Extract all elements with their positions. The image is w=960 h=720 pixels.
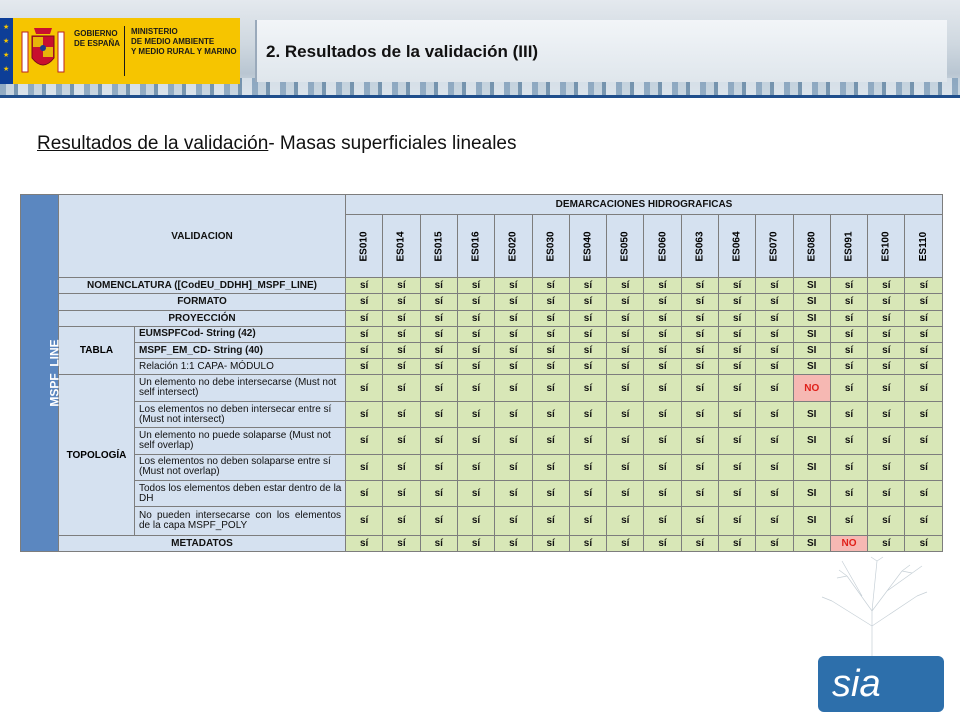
result-cell: sí xyxy=(420,535,457,551)
column-code: ES030 xyxy=(545,231,557,262)
result-cell: sí xyxy=(905,507,943,535)
result-cell: sí xyxy=(830,359,867,375)
result-cell: sí xyxy=(383,454,420,480)
result-cell: sí xyxy=(569,343,606,359)
star-icon: ★ xyxy=(3,24,10,31)
result-cell: SI xyxy=(793,343,830,359)
result-cell: sí xyxy=(905,401,943,427)
result-cell: sí xyxy=(756,454,793,480)
result-cell: SI xyxy=(793,535,830,551)
result-cell: sí xyxy=(569,310,606,326)
result-cell: SI xyxy=(793,359,830,375)
result-cell: sí xyxy=(457,343,494,359)
result-cell: sí xyxy=(420,375,457,401)
result-cell: sí xyxy=(607,343,644,359)
column-header xyxy=(532,215,569,278)
column-code: ES110 xyxy=(918,231,930,261)
row-label: PROYECCIÓN xyxy=(59,310,346,326)
star-icon: ★ xyxy=(3,38,10,45)
result-cell: sí xyxy=(495,294,532,310)
result-cell: sí xyxy=(868,343,905,359)
result-cell: sí xyxy=(718,278,755,294)
result-cell: sí xyxy=(346,310,383,326)
result-cell: sí xyxy=(420,507,457,535)
result-cell: sí xyxy=(718,343,755,359)
column-code: ES100 xyxy=(880,231,892,262)
row-label: Un elemento no puede solaparse (Must not self overlap) xyxy=(135,428,346,454)
result-cell: sí xyxy=(346,359,383,375)
result-cell: sí xyxy=(457,359,494,375)
column-header xyxy=(681,215,718,278)
result-cell: sí xyxy=(830,428,867,454)
result-cell: sí xyxy=(495,507,532,535)
result-cell: sí xyxy=(718,507,755,535)
result-cell: sí xyxy=(383,428,420,454)
result-cell: sí xyxy=(607,535,644,551)
result-cell: sí xyxy=(346,454,383,480)
result-cell: sí xyxy=(457,326,494,342)
result-cell: sí xyxy=(346,343,383,359)
result-cell: sí xyxy=(718,375,755,401)
result-cell: sí xyxy=(756,375,793,401)
result-cell: sí xyxy=(569,401,606,427)
result-cell: sí xyxy=(718,535,755,551)
result-cell: sí xyxy=(868,454,905,480)
result-cell: sí xyxy=(457,375,494,401)
result-cell: sí xyxy=(681,343,718,359)
result-cell: sí xyxy=(905,278,943,294)
result-cell: sí xyxy=(569,454,606,480)
result-cell: sí xyxy=(681,375,718,401)
result-cell: sí xyxy=(718,480,755,506)
result-cell: sí xyxy=(532,480,569,506)
result-cell: sí xyxy=(457,294,494,310)
result-cell: sí xyxy=(346,428,383,454)
result-cell: sí xyxy=(830,326,867,342)
result-cell: sí xyxy=(607,359,644,375)
government-logo xyxy=(0,18,240,84)
column-header xyxy=(346,215,383,278)
column-code: ES050 xyxy=(619,231,631,262)
result-cell: sí xyxy=(495,326,532,342)
result-cell: sí xyxy=(756,326,793,342)
result-cell: sí xyxy=(569,278,606,294)
row-label: No pueden intersecarse con los elementos de la capa MSPF_POLY xyxy=(135,507,346,535)
result-cell: sí xyxy=(420,428,457,454)
column-code: ES015 xyxy=(433,231,445,262)
result-cell: sí xyxy=(569,535,606,551)
result-cell: sí xyxy=(383,343,420,359)
result-cell: sí xyxy=(607,454,644,480)
result-cell: sí xyxy=(495,535,532,551)
result-cell: sí xyxy=(532,401,569,427)
result-cell: sí xyxy=(905,454,943,480)
result-cell: sí xyxy=(830,294,867,310)
result-cell: sí xyxy=(495,480,532,506)
result-cell: sí xyxy=(830,278,867,294)
sia-logo xyxy=(818,656,944,712)
result-cell: sí xyxy=(756,343,793,359)
result-cell: sí xyxy=(681,507,718,535)
result-cell: sí xyxy=(868,310,905,326)
result-cell: sí xyxy=(868,278,905,294)
page-title: 2. Resultados de la validación (III) xyxy=(266,42,539,61)
ministry-line-1: MINISTERIO xyxy=(131,27,178,36)
spanish-coat-of-arms-icon xyxy=(20,24,66,78)
result-cell: sí xyxy=(532,375,569,401)
result-cell: sí xyxy=(346,278,383,294)
result-cell: sí xyxy=(644,480,681,506)
result-cell: sí xyxy=(681,454,718,480)
result-cell: SI xyxy=(793,428,830,454)
result-cell: sí xyxy=(644,343,681,359)
result-cell: sí xyxy=(532,507,569,535)
result-cell: sí xyxy=(495,278,532,294)
result-cell: sí xyxy=(905,359,943,375)
result-cell: sí xyxy=(569,507,606,535)
column-code: ES070 xyxy=(768,231,780,262)
result-cell: sí xyxy=(830,401,867,427)
ministry-line-2: DE MEDIO AMBIENTE xyxy=(131,37,215,46)
result-cell: sí xyxy=(681,428,718,454)
result-cell: sí xyxy=(457,428,494,454)
result-cell: SI xyxy=(793,326,830,342)
header-banner xyxy=(0,0,960,98)
result-cell: sí xyxy=(644,507,681,535)
result-cell: sí xyxy=(420,480,457,506)
row-label: Un elemento no debe intersecarse (Must not self intersect) xyxy=(135,375,346,401)
result-cell: sí xyxy=(830,375,867,401)
result-cell: sí xyxy=(607,507,644,535)
result-cell: SI xyxy=(793,507,830,535)
side-label-text: MSPF_LINE xyxy=(47,339,62,407)
result-cell: sí xyxy=(420,310,457,326)
result-cell: sí xyxy=(718,294,755,310)
column-code: ES020 xyxy=(507,231,519,262)
result-cell: sí xyxy=(756,480,793,506)
demarcations-header: DEMARCACIONES HIDROGRAFICAS xyxy=(346,195,943,215)
column-code: ES010 xyxy=(358,231,370,262)
result-cell: sí xyxy=(532,428,569,454)
result-cell: sí xyxy=(830,480,867,506)
result-cell: sí xyxy=(420,278,457,294)
result-cell: sí xyxy=(681,294,718,310)
column-header xyxy=(495,215,532,278)
row-label: EUMSPFCod- String (42) xyxy=(135,326,346,342)
result-cell: sí xyxy=(718,359,755,375)
column-header xyxy=(457,215,494,278)
result-cell: sí xyxy=(383,359,420,375)
result-cell: sí xyxy=(495,428,532,454)
result-cell: SI xyxy=(793,480,830,506)
validation-header: VALIDACION xyxy=(59,195,346,278)
result-cell: sí xyxy=(756,507,793,535)
result-cell: sí xyxy=(830,507,867,535)
column-header xyxy=(830,215,867,278)
result-cell: sí xyxy=(420,326,457,342)
column-code: ES091 xyxy=(843,231,855,262)
result-cell: sí xyxy=(718,454,755,480)
result-cell: sí xyxy=(346,294,383,310)
column-code: ES080 xyxy=(806,231,818,262)
column-code: ES016 xyxy=(470,231,482,262)
result-cell: sí xyxy=(830,454,867,480)
result-cell: sí xyxy=(383,278,420,294)
result-cell: sí xyxy=(383,310,420,326)
result-cell: sí xyxy=(383,401,420,427)
result-cell: sí xyxy=(457,480,494,506)
row-label: Todos los elementos deben estar dentro de la DH xyxy=(135,480,346,506)
result-cell: sí xyxy=(383,326,420,342)
dandelion-tree-icon xyxy=(752,556,942,656)
result-cell: sí xyxy=(681,278,718,294)
result-cell: sí xyxy=(756,401,793,427)
title-box xyxy=(255,20,947,82)
subtitle-main: Resultados de la validación xyxy=(37,133,269,154)
column-code: ES063 xyxy=(694,231,706,262)
result-cell: sí xyxy=(607,310,644,326)
result-cell: sí xyxy=(457,401,494,427)
result-cell: sí xyxy=(644,535,681,551)
result-cell: sí xyxy=(868,326,905,342)
result-cell: sí xyxy=(756,278,793,294)
column-code: ES064 xyxy=(731,231,743,262)
result-cell: sí xyxy=(607,480,644,506)
result-cell: sí xyxy=(383,294,420,310)
header-divider xyxy=(0,95,960,98)
result-cell: sí xyxy=(681,310,718,326)
result-cell: sí xyxy=(905,480,943,506)
result-cell: sí xyxy=(420,454,457,480)
result-cell: sí xyxy=(607,375,644,401)
result-cell: sí xyxy=(718,401,755,427)
result-cell: sí xyxy=(905,326,943,342)
result-cell: sí xyxy=(644,326,681,342)
gov-name xyxy=(74,29,120,49)
result-cell: sí xyxy=(868,507,905,535)
result-cell: sí xyxy=(644,454,681,480)
result-cell: sí xyxy=(495,310,532,326)
logo-divider xyxy=(124,26,125,76)
subtitle-rest: Masas superficiales lineales xyxy=(279,133,517,154)
result-cell: sí xyxy=(457,454,494,480)
result-cell: sí xyxy=(718,428,755,454)
result-cell: sí xyxy=(569,326,606,342)
column-header xyxy=(905,215,943,278)
column-header xyxy=(868,215,905,278)
result-cell: sí xyxy=(905,294,943,310)
column-header xyxy=(644,215,681,278)
column-header xyxy=(420,215,457,278)
group-label-tabla: TABLA xyxy=(59,326,135,375)
result-cell: sí xyxy=(420,343,457,359)
result-cell: sí xyxy=(420,359,457,375)
result-cell: sí xyxy=(607,294,644,310)
result-cell: sí xyxy=(905,375,943,401)
row-label: Los elementos no deben intersecar entre sí (Must not intersect) xyxy=(135,401,346,427)
result-cell: sí xyxy=(532,454,569,480)
result-cell: sí xyxy=(495,359,532,375)
result-cell: sí xyxy=(868,428,905,454)
result-cell: sí xyxy=(346,535,383,551)
result-cell: sí xyxy=(607,278,644,294)
result-cell: sí xyxy=(868,375,905,401)
result-cell: sí xyxy=(383,480,420,506)
result-cell: sí xyxy=(569,294,606,310)
result-cell: sí xyxy=(681,401,718,427)
result-cell: sí xyxy=(644,375,681,401)
result-cell: sí xyxy=(569,359,606,375)
result-cell: SI xyxy=(793,294,830,310)
column-header xyxy=(718,215,755,278)
result-cell: sí xyxy=(905,343,943,359)
result-cell: sí xyxy=(532,278,569,294)
result-cell: sí xyxy=(383,535,420,551)
result-cell: sí xyxy=(532,359,569,375)
validation-table xyxy=(20,194,943,552)
result-cell: sí xyxy=(569,428,606,454)
result-cell: sí xyxy=(383,507,420,535)
result-cell: sí xyxy=(532,535,569,551)
result-cell: sí xyxy=(681,535,718,551)
result-cell: sí xyxy=(420,401,457,427)
result-cell: sí xyxy=(644,401,681,427)
result-cell: sí xyxy=(607,326,644,342)
column-code: ES014 xyxy=(395,231,407,262)
result-cell: sí xyxy=(569,375,606,401)
row-label: Relación 1:1 CAPA- MÓDULO xyxy=(135,359,346,375)
column-header xyxy=(383,215,420,278)
eu-flag-strip xyxy=(0,18,13,84)
result-cell: sí xyxy=(868,401,905,427)
result-cell: sí xyxy=(756,428,793,454)
star-icon: ★ xyxy=(3,66,10,73)
row-label: METADATOS xyxy=(59,535,346,551)
result-cell: sí xyxy=(644,294,681,310)
result-cell: sí xyxy=(905,535,943,551)
result-cell: sí xyxy=(644,278,681,294)
result-cell: sí xyxy=(681,359,718,375)
result-cell: sí xyxy=(346,401,383,427)
column-header xyxy=(793,215,830,278)
result-cell-no: NO xyxy=(793,375,830,401)
gov-line-1: GOBIERNO xyxy=(74,29,118,38)
section-subtitle xyxy=(37,133,516,155)
result-cell: sí xyxy=(905,428,943,454)
column-header xyxy=(569,215,606,278)
result-cell: sí xyxy=(346,507,383,535)
result-cell: sí xyxy=(644,359,681,375)
result-cell: sí xyxy=(607,401,644,427)
row-label: NOMENCLATURA ([CodEU_DDHH]_MSPF_LINE) xyxy=(59,278,346,294)
result-cell: sí xyxy=(457,507,494,535)
result-cell: sí xyxy=(420,294,457,310)
result-cell: sí xyxy=(644,310,681,326)
result-cell: sí xyxy=(495,454,532,480)
result-cell: sí xyxy=(532,310,569,326)
result-cell: sí xyxy=(383,375,420,401)
result-cell: sí xyxy=(495,343,532,359)
result-cell: sí xyxy=(868,535,905,551)
result-cell: SI xyxy=(793,310,830,326)
result-cell: sí xyxy=(830,310,867,326)
result-cell: sí xyxy=(532,343,569,359)
result-cell: sí xyxy=(718,326,755,342)
column-code: ES040 xyxy=(582,231,594,262)
result-cell: sí xyxy=(644,428,681,454)
column-header xyxy=(756,215,793,278)
ministry-line-3: Y MEDIO RURAL Y MARINO xyxy=(131,47,237,56)
result-cell: sí xyxy=(718,310,755,326)
result-cell: sí xyxy=(569,480,606,506)
result-cell: sí xyxy=(756,310,793,326)
result-cell: sí xyxy=(495,401,532,427)
result-cell: SI xyxy=(793,401,830,427)
result-cell: sí xyxy=(830,343,867,359)
row-label: MSPF_EM_CD- String (40) xyxy=(135,343,346,359)
result-cell: sí xyxy=(681,480,718,506)
result-cell: sí xyxy=(607,428,644,454)
result-cell-no: NO xyxy=(830,535,867,551)
gov-line-2: DE ESPAÑA xyxy=(74,39,121,48)
sia-logo-icon xyxy=(828,664,934,704)
result-cell: sí xyxy=(532,326,569,342)
star-icon: ★ xyxy=(3,52,10,59)
column-code: ES060 xyxy=(657,231,669,262)
ministry-name xyxy=(131,27,237,57)
result-cell: sí xyxy=(457,278,494,294)
result-cell: sí xyxy=(346,480,383,506)
result-cell: sí xyxy=(756,535,793,551)
result-cell: SI xyxy=(793,278,830,294)
result-cell: sí xyxy=(756,294,793,310)
result-cell: sí xyxy=(346,326,383,342)
result-cell: sí xyxy=(346,375,383,401)
subtitle-dash: - xyxy=(268,133,280,154)
result-cell: sí xyxy=(495,375,532,401)
result-cell: sí xyxy=(868,359,905,375)
result-cell: sí xyxy=(868,294,905,310)
result-cell: sí xyxy=(457,535,494,551)
column-header xyxy=(607,215,644,278)
result-cell: sí xyxy=(532,294,569,310)
result-cell: sí xyxy=(681,326,718,342)
row-label: FORMATO xyxy=(59,294,346,310)
result-cell: sí xyxy=(457,310,494,326)
result-cell: sí xyxy=(756,359,793,375)
result-cell: sí xyxy=(905,310,943,326)
row-label: Los elementos no deben solaparse entre sí (Must not overlap) xyxy=(135,454,346,480)
result-cell: sí xyxy=(868,480,905,506)
result-cell: SI xyxy=(793,454,830,480)
layer-side-label xyxy=(21,195,62,552)
sia-logo-text: sia xyxy=(832,663,881,705)
group-label-topologia: TOPOLOGÍA xyxy=(59,375,135,535)
